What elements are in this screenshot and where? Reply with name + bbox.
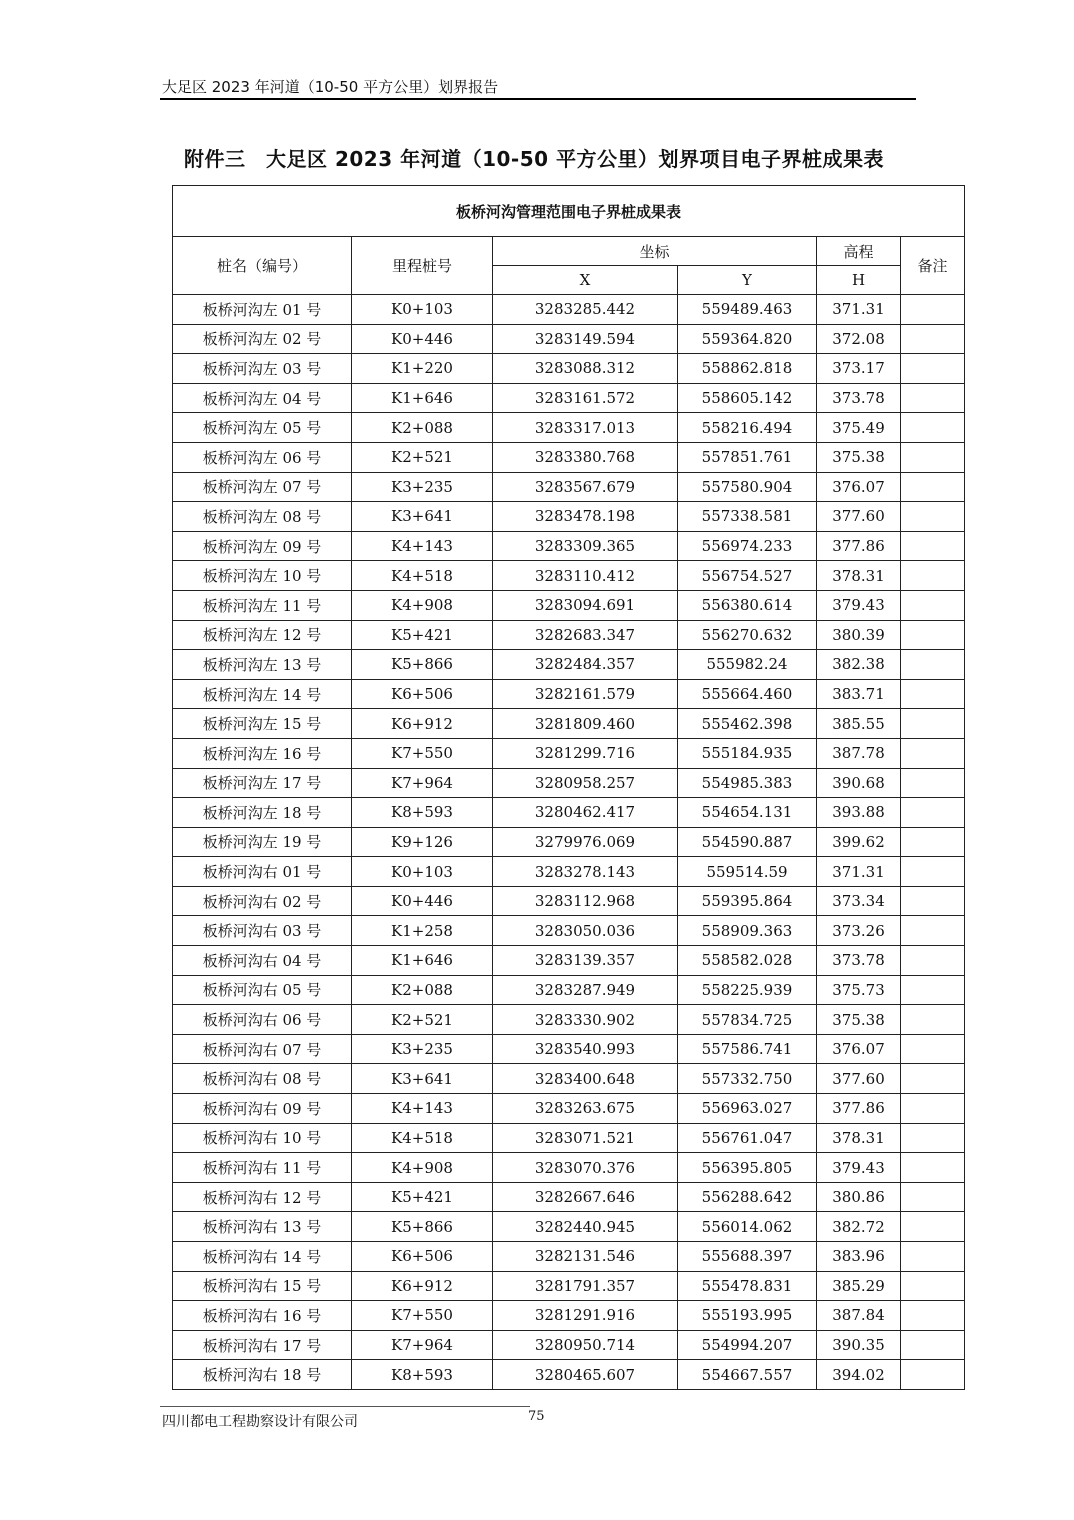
cell-mileage: K1+258 (352, 916, 493, 946)
cell-remark (901, 531, 965, 561)
table-row (173, 295, 965, 325)
cell-remark (901, 798, 965, 828)
table-row (173, 1301, 965, 1331)
cell-remark (901, 1182, 965, 1212)
cell-mileage: K4+908 (352, 590, 493, 620)
cell-h: 373.17 (817, 354, 901, 384)
cell-remark (901, 827, 965, 857)
boundary-stake-table (172, 185, 965, 1390)
cell-h: 399.62 (817, 827, 901, 857)
table-row (173, 1242, 965, 1272)
cell-mileage: K0+446 (352, 324, 493, 354)
cell-remark (901, 709, 965, 739)
table-row (173, 886, 965, 916)
cell-h: 375.49 (817, 413, 901, 443)
table-row (173, 827, 965, 857)
cell-mileage: K7+964 (352, 768, 493, 798)
cell-h: 385.29 (817, 1271, 901, 1301)
cell-mileage: K1+646 (352, 383, 493, 413)
cell-remark (901, 620, 965, 650)
cell-h: 377.86 (817, 531, 901, 561)
cell-y: 554654.131 (678, 798, 817, 828)
cell-mileage: K4+143 (352, 531, 493, 561)
cell-x: 3283287.949 (493, 975, 678, 1005)
cell-h: 371.31 (817, 295, 901, 325)
cell-mileage: K7+550 (352, 738, 493, 768)
table-row (173, 738, 965, 768)
cell-x: 3283149.594 (493, 324, 678, 354)
cell-remark (901, 383, 965, 413)
cell-x: 3280465.607 (493, 1360, 678, 1390)
cell-remark (901, 1360, 965, 1390)
table-row (173, 1153, 965, 1183)
table-row (173, 946, 965, 976)
cell-mileage: K5+421 (352, 1182, 493, 1212)
cell-y: 556270.632 (678, 620, 817, 650)
cell-h: 378.31 (817, 561, 901, 591)
cell-name: 板桥河沟左 09 号 (173, 531, 352, 561)
cell-x: 3282484.357 (493, 650, 678, 680)
cell-remark (901, 413, 965, 443)
cell-mileage: K2+088 (352, 413, 493, 443)
cell-y: 556014.062 (678, 1212, 817, 1242)
cell-h: 382.72 (817, 1212, 901, 1242)
cell-name: 板桥河沟右 17 号 (173, 1330, 352, 1360)
cell-name: 板桥河沟右 06 号 (173, 1005, 352, 1035)
cell-mileage: K6+912 (352, 1271, 493, 1301)
table-row (173, 650, 965, 680)
cell-h: 383.71 (817, 679, 901, 709)
cell-h: 375.73 (817, 975, 901, 1005)
cell-mileage: K2+088 (352, 975, 493, 1005)
cell-h: 376.07 (817, 1034, 901, 1064)
cell-y: 557332.750 (678, 1064, 817, 1094)
cell-y: 554994.207 (678, 1330, 817, 1360)
cell-name: 板桥河沟右 07 号 (173, 1034, 352, 1064)
cell-y: 555478.831 (678, 1271, 817, 1301)
cell-y: 559364.820 (678, 324, 817, 354)
cell-x: 3283050.036 (493, 916, 678, 946)
cell-remark (901, 1212, 965, 1242)
table-row (173, 383, 965, 413)
cell-mileage: K9+126 (352, 827, 493, 857)
cell-h: 380.86 (817, 1182, 901, 1212)
table-row (173, 472, 965, 502)
cell-mileage: K0+103 (352, 295, 493, 325)
cell-remark (901, 1301, 965, 1331)
cell-mileage: K2+521 (352, 442, 493, 472)
cell-name: 板桥河沟左 03 号 (173, 354, 352, 384)
table-row (173, 975, 965, 1005)
cell-h: 387.78 (817, 738, 901, 768)
cell-name: 板桥河沟右 12 号 (173, 1182, 352, 1212)
cell-remark (901, 1123, 965, 1153)
table-row (173, 1034, 965, 1064)
cell-x: 3283070.376 (493, 1153, 678, 1183)
cell-h: 375.38 (817, 1005, 901, 1035)
cell-name: 板桥河沟右 01 号 (173, 857, 352, 887)
table-row (173, 916, 965, 946)
cell-y: 559489.463 (678, 295, 817, 325)
cell-x: 3281291.916 (493, 1301, 678, 1331)
table-row (173, 709, 965, 739)
cell-mileage: K4+518 (352, 1123, 493, 1153)
cell-x: 3282131.546 (493, 1242, 678, 1272)
cell-name: 板桥河沟右 03 号 (173, 916, 352, 946)
cell-x: 3283330.902 (493, 1005, 678, 1035)
cell-y: 554667.557 (678, 1360, 817, 1390)
cell-h: 373.34 (817, 886, 901, 916)
cell-y: 557338.581 (678, 502, 817, 532)
cell-x: 3282683.347 (493, 620, 678, 650)
cell-x: 3280950.714 (493, 1330, 678, 1360)
cell-h: 373.78 (817, 946, 901, 976)
header-divider (160, 98, 916, 100)
cell-x: 3283088.312 (493, 354, 678, 384)
cell-mileage: K1+220 (352, 354, 493, 384)
cell-name: 板桥河沟右 04 号 (173, 946, 352, 976)
cell-x: 3283309.365 (493, 531, 678, 561)
cell-x: 3281809.460 (493, 709, 678, 739)
cell-mileage: K6+912 (352, 709, 493, 739)
table-row (173, 1123, 965, 1153)
table-row (173, 561, 965, 591)
table-row (173, 324, 965, 354)
cell-x: 3282440.945 (493, 1212, 678, 1242)
cell-remark (901, 561, 965, 591)
page-header-text: 大足区 2023 年河道（10-50 平方公里）划界报告 (162, 78, 499, 96)
cell-x: 3283071.521 (493, 1123, 678, 1153)
cell-name: 板桥河沟右 08 号 (173, 1064, 352, 1094)
cell-mileage: K8+593 (352, 1360, 493, 1390)
cell-h: 377.60 (817, 1064, 901, 1094)
cell-x: 3279976.069 (493, 827, 678, 857)
cell-remark (901, 650, 965, 680)
cell-name: 板桥河沟左 08 号 (173, 502, 352, 532)
cell-y: 555688.397 (678, 1242, 817, 1272)
cell-h: 377.86 (817, 1094, 901, 1124)
cell-y: 558862.818 (678, 354, 817, 384)
cell-h: 393.88 (817, 798, 901, 828)
table-row (173, 679, 965, 709)
cell-y: 555664.460 (678, 679, 817, 709)
cell-name: 板桥河沟右 05 号 (173, 975, 352, 1005)
cell-x: 3280958.257 (493, 768, 678, 798)
cell-remark (901, 886, 965, 916)
cell-name: 板桥河沟左 11 号 (173, 590, 352, 620)
cell-remark (901, 768, 965, 798)
cell-mileage: K0+103 (352, 857, 493, 887)
cell-y: 556288.642 (678, 1182, 817, 1212)
table-row (173, 768, 965, 798)
cell-x: 3283094.691 (493, 590, 678, 620)
table-row (173, 354, 965, 384)
cell-name: 板桥河沟右 15 号 (173, 1271, 352, 1301)
cell-mileage: K3+641 (352, 502, 493, 532)
header-h: H (817, 266, 901, 295)
cell-x: 3283139.357 (493, 946, 678, 976)
cell-x: 3283161.572 (493, 383, 678, 413)
cell-h: 373.78 (817, 383, 901, 413)
table-row (173, 620, 965, 650)
cell-h: 379.43 (817, 590, 901, 620)
cell-y: 558582.028 (678, 946, 817, 976)
cell-name: 板桥河沟右 10 号 (173, 1123, 352, 1153)
cell-y: 557580.904 (678, 472, 817, 502)
table-row (173, 1094, 965, 1124)
cell-name: 板桥河沟左 01 号 (173, 295, 352, 325)
cell-x: 3283110.412 (493, 561, 678, 591)
cell-remark (901, 1153, 965, 1183)
cell-y: 556761.047 (678, 1123, 817, 1153)
cell-h: 373.26 (817, 916, 901, 946)
cell-y: 559395.864 (678, 886, 817, 916)
cell-name: 板桥河沟左 13 号 (173, 650, 352, 680)
cell-remark (901, 857, 965, 887)
cell-h: 390.35 (817, 1330, 901, 1360)
table-row (173, 857, 965, 887)
cell-y: 556395.805 (678, 1153, 817, 1183)
cell-mileage: K3+641 (352, 1064, 493, 1094)
cell-remark (901, 946, 965, 976)
cell-mileage: K3+235 (352, 1034, 493, 1064)
cell-x: 3281791.357 (493, 1271, 678, 1301)
cell-mileage: K5+866 (352, 1212, 493, 1242)
cell-remark (901, 916, 965, 946)
cell-y: 556963.027 (678, 1094, 817, 1124)
cell-y: 557851.761 (678, 442, 817, 472)
cell-x: 3283567.679 (493, 472, 678, 502)
cell-name: 板桥河沟左 18 号 (173, 798, 352, 828)
cell-name: 板桥河沟左 07 号 (173, 472, 352, 502)
table-row (173, 590, 965, 620)
cell-y: 555462.398 (678, 709, 817, 739)
cell-remark (901, 324, 965, 354)
cell-h: 376.07 (817, 472, 901, 502)
table-row (173, 1064, 965, 1094)
cell-remark (901, 1064, 965, 1094)
cell-mileage: K5+866 (352, 650, 493, 680)
cell-x: 3283285.442 (493, 295, 678, 325)
document-title: 附件三 大足区 2023 年河道（10-50 平方公里）划界项目电子界桩成果表 (184, 147, 885, 171)
cell-name: 板桥河沟左 05 号 (173, 413, 352, 443)
cell-name: 板桥河沟右 18 号 (173, 1360, 352, 1390)
table-row (173, 1360, 965, 1390)
cell-y: 557586.741 (678, 1034, 817, 1064)
cell-y: 558605.142 (678, 383, 817, 413)
cell-remark (901, 1330, 965, 1360)
cell-name: 板桥河沟右 11 号 (173, 1153, 352, 1183)
table-caption: 板桥河沟管理范围电子界桩成果表 (173, 186, 965, 237)
cell-mileage: K6+506 (352, 679, 493, 709)
cell-remark (901, 1034, 965, 1064)
cell-mileage: K4+908 (352, 1153, 493, 1183)
cell-h: 387.84 (817, 1301, 901, 1331)
cell-mileage: K4+518 (352, 561, 493, 591)
cell-h: 372.08 (817, 324, 901, 354)
cell-remark (901, 354, 965, 384)
cell-mileage: K7+550 (352, 1301, 493, 1331)
table-row (173, 442, 965, 472)
cell-remark (901, 1005, 965, 1035)
table-row (173, 1330, 965, 1360)
cell-y: 555193.995 (678, 1301, 817, 1331)
cell-mileage: K6+506 (352, 1242, 493, 1272)
cell-y: 555184.935 (678, 738, 817, 768)
table-row (173, 502, 965, 532)
cell-name: 板桥河沟左 12 号 (173, 620, 352, 650)
header-coordinate: 坐标 (493, 237, 817, 266)
cell-y: 559514.59 (678, 857, 817, 887)
table-row (173, 1271, 965, 1301)
cell-h: 378.31 (817, 1123, 901, 1153)
cell-y: 557834.725 (678, 1005, 817, 1035)
cell-name: 板桥河沟左 15 号 (173, 709, 352, 739)
cell-mileage: K3+235 (352, 472, 493, 502)
cell-remark (901, 1271, 965, 1301)
table-row (173, 1212, 965, 1242)
header-mileage: 里程桩号 (352, 237, 493, 295)
header-remark: 备注 (901, 237, 965, 295)
cell-name: 板桥河沟右 14 号 (173, 1242, 352, 1272)
cell-remark (901, 472, 965, 502)
cell-mileage: K5+421 (352, 620, 493, 650)
cell-y: 556380.614 (678, 590, 817, 620)
cell-y: 558225.939 (678, 975, 817, 1005)
cell-x: 3283317.013 (493, 413, 678, 443)
cell-remark (901, 590, 965, 620)
cell-remark (901, 1242, 965, 1272)
cell-x: 3283263.675 (493, 1094, 678, 1124)
table-row (173, 1182, 965, 1212)
cell-remark (901, 502, 965, 532)
cell-h: 383.96 (817, 1242, 901, 1272)
cell-x: 3280462.417 (493, 798, 678, 828)
cell-mileage: K1+646 (352, 946, 493, 976)
cell-h: 394.02 (817, 1360, 901, 1390)
table-row (173, 531, 965, 561)
cell-remark (901, 679, 965, 709)
cell-x: 3283278.143 (493, 857, 678, 887)
cell-x: 3283478.198 (493, 502, 678, 532)
cell-x: 3282161.579 (493, 679, 678, 709)
cell-name: 板桥河沟左 17 号 (173, 768, 352, 798)
cell-name: 板桥河沟左 04 号 (173, 383, 352, 413)
header-x: X (493, 266, 678, 295)
cell-h: 379.43 (817, 1153, 901, 1183)
cell-remark (901, 442, 965, 472)
cell-y: 556754.527 (678, 561, 817, 591)
cell-name: 板桥河沟左 16 号 (173, 738, 352, 768)
cell-mileage: K7+964 (352, 1330, 493, 1360)
cell-name: 板桥河沟左 10 号 (173, 561, 352, 591)
table-row (173, 798, 965, 828)
cell-remark (901, 975, 965, 1005)
cell-mileage: K4+143 (352, 1094, 493, 1124)
cell-h: 390.68 (817, 768, 901, 798)
cell-y: 554590.887 (678, 827, 817, 857)
cell-x: 3281299.716 (493, 738, 678, 768)
cell-y: 558216.494 (678, 413, 817, 443)
cell-x: 3282667.646 (493, 1182, 678, 1212)
cell-name: 板桥河沟右 09 号 (173, 1094, 352, 1124)
cell-name: 板桥河沟右 16 号 (173, 1301, 352, 1331)
cell-h: 377.60 (817, 502, 901, 532)
cell-name: 板桥河沟左 14 号 (173, 679, 352, 709)
header-y: Y (678, 266, 817, 295)
cell-x: 3283380.768 (493, 442, 678, 472)
cell-mileage: K8+593 (352, 798, 493, 828)
cell-y: 558909.363 (678, 916, 817, 946)
table-row (173, 1005, 965, 1035)
cell-y: 554985.383 (678, 768, 817, 798)
cell-name: 板桥河沟左 02 号 (173, 324, 352, 354)
cell-remark (901, 1094, 965, 1124)
cell-y: 555982.24 (678, 650, 817, 680)
cell-remark (901, 295, 965, 325)
cell-h: 382.38 (817, 650, 901, 680)
cell-name: 板桥河沟左 19 号 (173, 827, 352, 857)
cell-name: 板桥河沟左 06 号 (173, 442, 352, 472)
cell-h: 375.38 (817, 442, 901, 472)
cell-mileage: K2+521 (352, 1005, 493, 1035)
page-number: 75 (528, 1409, 545, 1424)
header-elevation: 高程 (817, 237, 901, 266)
footer-divider (160, 1406, 530, 1407)
table-row (173, 413, 965, 443)
cell-mileage: K0+446 (352, 886, 493, 916)
cell-remark (901, 738, 965, 768)
cell-name: 板桥河沟右 13 号 (173, 1212, 352, 1242)
cell-x: 3283112.968 (493, 886, 678, 916)
cell-y: 556974.233 (678, 531, 817, 561)
cell-h: 371.31 (817, 857, 901, 887)
cell-x: 3283540.993 (493, 1034, 678, 1064)
footer-company: 四川都电工程勘察设计有限公司 (162, 1414, 358, 1430)
header-name: 桩名（编号） (173, 237, 352, 295)
cell-name: 板桥河沟右 02 号 (173, 886, 352, 916)
cell-x: 3283400.648 (493, 1064, 678, 1094)
cell-h: 385.55 (817, 709, 901, 739)
cell-h: 380.39 (817, 620, 901, 650)
